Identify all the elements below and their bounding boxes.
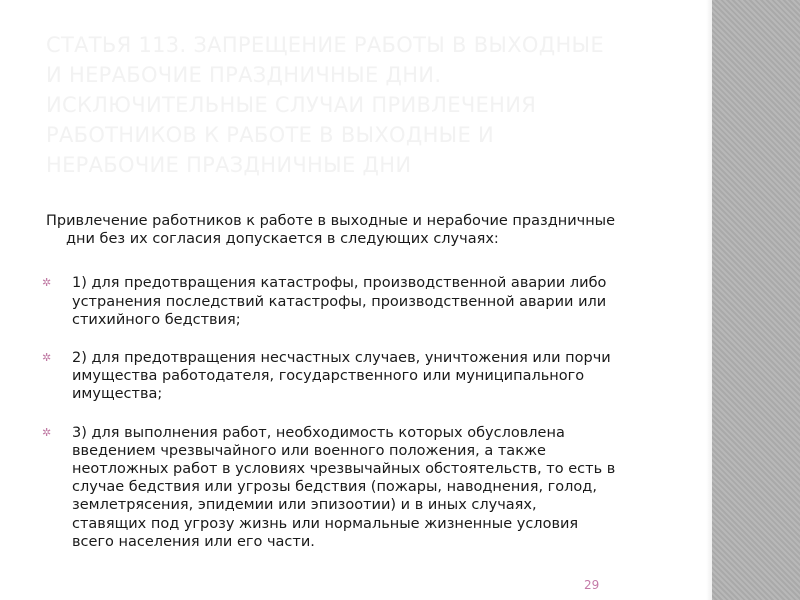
- list-item: [34, 424, 684, 551]
- slide-title: [46, 30, 686, 180]
- list-item-line: ставящих под угрозу жизнь или нормальные жизненные условия: [72, 515, 579, 532]
- bullet-icon: ✲: [42, 276, 52, 290]
- title-line: СТАТЬЯ 113. ЗАПРЕЩЕНИЕ РАБОТЫ В ВЫХОДНЫЕ: [46, 33, 604, 57]
- intro-paragraph: [46, 212, 684, 248]
- intro-line: Привлечение работников к работе в выходные и нерабочие праздничные: [46, 213, 616, 229]
- list-item: [34, 349, 684, 404]
- slide-body: [34, 212, 684, 571]
- list-item-line: введением чрезвычайного или военного положения, а также: [72, 442, 546, 459]
- list-item-line: 3) для выполнения работ, необходимость которых обусловлена: [72, 424, 565, 441]
- list-item-line: случае бедствия или угрозы бедствия (пожары, наводнения, голод,: [72, 479, 597, 496]
- list-item-line: 2) для предотвращения несчастных случаев, уничтожения или порчи: [72, 350, 611, 367]
- list-item-line: неотложных работ в условиях чрезвычайных обстоятельств, то есть в: [72, 461, 616, 478]
- list-item-line: всего населения или его части.: [72, 533, 315, 550]
- list-item: [34, 274, 684, 329]
- list-item-line: стихийного бедствия;: [72, 311, 241, 328]
- title-line: РАБОТНИКОВ К РАБОТЕ В ВЫХОДНЫЕ И: [46, 123, 495, 147]
- list-item-line: имущества;: [72, 386, 163, 403]
- list-item-line: устранения последствий катастрофы, производственной аварии или: [72, 293, 607, 310]
- intro-line: дни без их согласия допускается в следующих случаях:: [66, 231, 499, 248]
- title-line: И НЕРАБОЧИЕ ПРАЗДНИЧНЫЕ ДНИ.: [46, 63, 442, 87]
- page-number: 29: [584, 578, 600, 592]
- list-item-line: землетрясения, эпидемии или эпизоотии) и в иных случаях,: [72, 497, 537, 514]
- bullet-icon: ✲: [42, 351, 52, 365]
- bullet-icon: ✲: [42, 425, 52, 439]
- list-item-line: имущества работодателя, государственного или муниципального: [72, 368, 585, 385]
- title-line: ИСКЛЮЧИТЕЛЬНЫЕ СЛУЧАИ ПРИВЛЕЧЕНИЯ: [46, 93, 537, 117]
- decorative-right-band: [712, 0, 800, 600]
- title-line: НЕРАБОЧИЕ ПРАЗДНИЧНЫЕ ДНИ: [46, 153, 412, 177]
- list-item-line: 1) для предотвращения катастрофы, производственной аварии либо: [72, 275, 607, 292]
